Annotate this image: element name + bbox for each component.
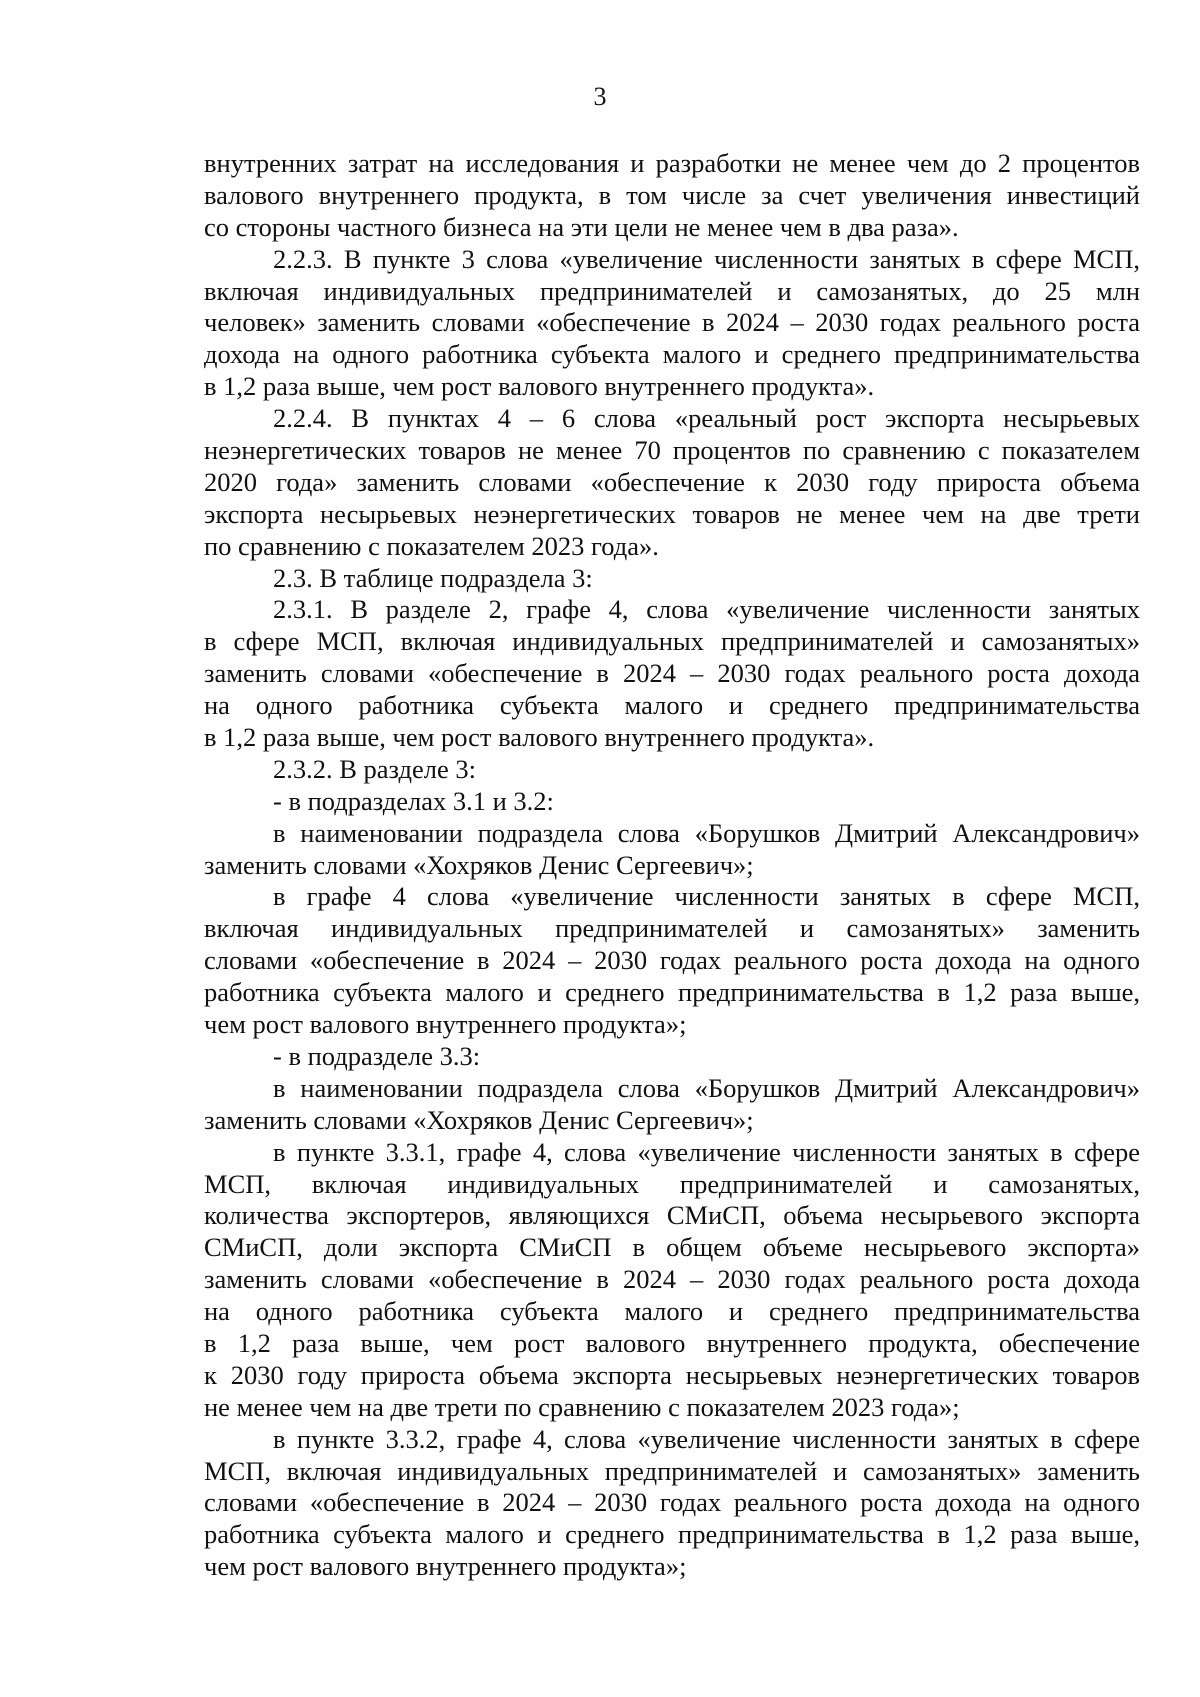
text-line: заменить словами «Хохряков Денис Сергеевич»; (204, 849, 754, 880)
text-line: дохода на одного работника субъекта малого и среднего предпринимательства (204, 339, 1140, 370)
text-line: в пункте 3.3.1, графе 4, слова «увеличение численности занятых в сфере (273, 1136, 1140, 1167)
text-line: в пункте 3.3.2, графе 4, слова «увеличение численности занятых в сфере (273, 1423, 1140, 1454)
text-line: не менее чем на две трети по сравнению с показателем 2023 года»; (204, 1391, 960, 1422)
text-line: МСП, включая индивидуальных предпринимателей и самозанятых» заменить (204, 1455, 1140, 1486)
text-line: - в подразделах 3.1 и 3.2: (273, 785, 554, 816)
text-line: в графе 4 слова «увеличение численности занятых в сфере МСП, (273, 881, 1140, 912)
text-line: в 1,2 раза выше, чем рост валового внутреннего продукта, обеспечение (204, 1327, 1140, 1358)
text-line: валового внутреннего продукта, в том числе за счет увеличения инвестиций (204, 179, 1140, 210)
text-line: 2.2.4. В пунктах 4 – 6 слова «реальный рост экспорта несырьевых (273, 403, 1140, 434)
text-line: в наименовании подраздела слова «Борушков Дмитрий Александрович» (273, 1072, 1140, 1103)
text-line: неэнергетических товаров не менее 70 процентов по сравнению с показателем (204, 435, 1140, 466)
text-line: чем рост валового внутреннего продукта»; (204, 1551, 687, 1582)
text-line: количества экспортеров, являющихся СМиСП, объема несырьевого экспорта (204, 1200, 1140, 1231)
text-line: на одного работника субъекта малого и среднего предпринимательства (204, 1296, 1140, 1327)
text-line: в 1,2 раза выше, чем рост валового внутреннего продукта». (204, 722, 875, 753)
text-line: со стороны частного бизнеса на эти цели не менее чем в два раза». (204, 211, 959, 242)
text-line: словами «обеспечение в 2024 – 2030 годах реального роста дохода на одного (204, 1487, 1140, 1518)
text-line: чем рост валового внутреннего продукта»; (204, 1009, 687, 1040)
text-line: включая индивидуальных предпринимателей и самозанятых, до 25 млн (204, 275, 1140, 306)
text-line: внутренних затрат на исследования и разработки не менее чем до 2 процентов (204, 148, 1140, 178)
text-line: СМиСП, доли экспорта СМиСП в общем объеме несырьевого экспорта» (204, 1232, 1140, 1263)
text-line: 2.3.2. В разделе 3: (273, 753, 477, 784)
text-line: в 1,2 раза выше, чем рост валового внутреннего продукта». (204, 371, 875, 402)
text-line: 2.3. В таблице подраздела 3: (273, 562, 593, 593)
text-line: 2.2.3. В пункте 3 слова «увеличение численности занятых в сфере МСП, (273, 243, 1140, 274)
text-line: экспорта несырьевых неэнергетических товаров не менее чем на две трети (204, 498, 1140, 529)
text-line: работника субъекта малого и среднего предпринимательства в 1,2 раза выше, (204, 1519, 1140, 1550)
text-line: включая индивидуальных предпринимателей и самозанятых» заменить (204, 913, 1140, 944)
text-line: 2020 года» заменить словами «обеспечение к 2030 году прироста объема (204, 466, 1140, 497)
text-line: заменить словами «Хохряков Денис Сергеевич»; (204, 1104, 754, 1135)
text-line: - в подразделе 3.3: (273, 1040, 481, 1071)
text-line: человек» заменить словами «обеспечение в 2024 – 2030 годах реального роста (204, 307, 1140, 338)
text-line: 2.3.1. В разделе 2, графе 4, слова «увеличение численности занятых (273, 594, 1140, 625)
text-line: словами «обеспечение в 2024 – 2030 годах реального роста дохода на одного (204, 945, 1140, 976)
text-line: МСП, включая индивидуальных предпринимателей и самозанятых, (204, 1168, 1140, 1199)
text-line: к 2030 году прироста объема экспорта несырьевых неэнергетических товаров (204, 1359, 1140, 1390)
text-line: заменить словами «обеспечение в 2024 – 2030 годах реального роста дохода (204, 658, 1140, 689)
text-line: в наименовании подраздела слова «Борушков Дмитрий Александрович» (273, 817, 1140, 848)
text-line: по сравнению с показателем 2023 года». (204, 530, 659, 561)
text-line: работника субъекта малого и среднего предпринимательства в 1,2 раза выше, (204, 977, 1140, 1008)
page-number: 3 (593, 82, 607, 111)
text-line: в сфере МСП, включая индивидуальных предпринимателей и самозанятых» (204, 626, 1140, 657)
text-line: заменить словами «обеспечение в 2024 – 2030 годах реального роста дохода (204, 1264, 1140, 1295)
document-body (204, 148, 1140, 1583)
text-line: на одного работника субъекта малого и среднего предпринимательства (204, 690, 1140, 721)
